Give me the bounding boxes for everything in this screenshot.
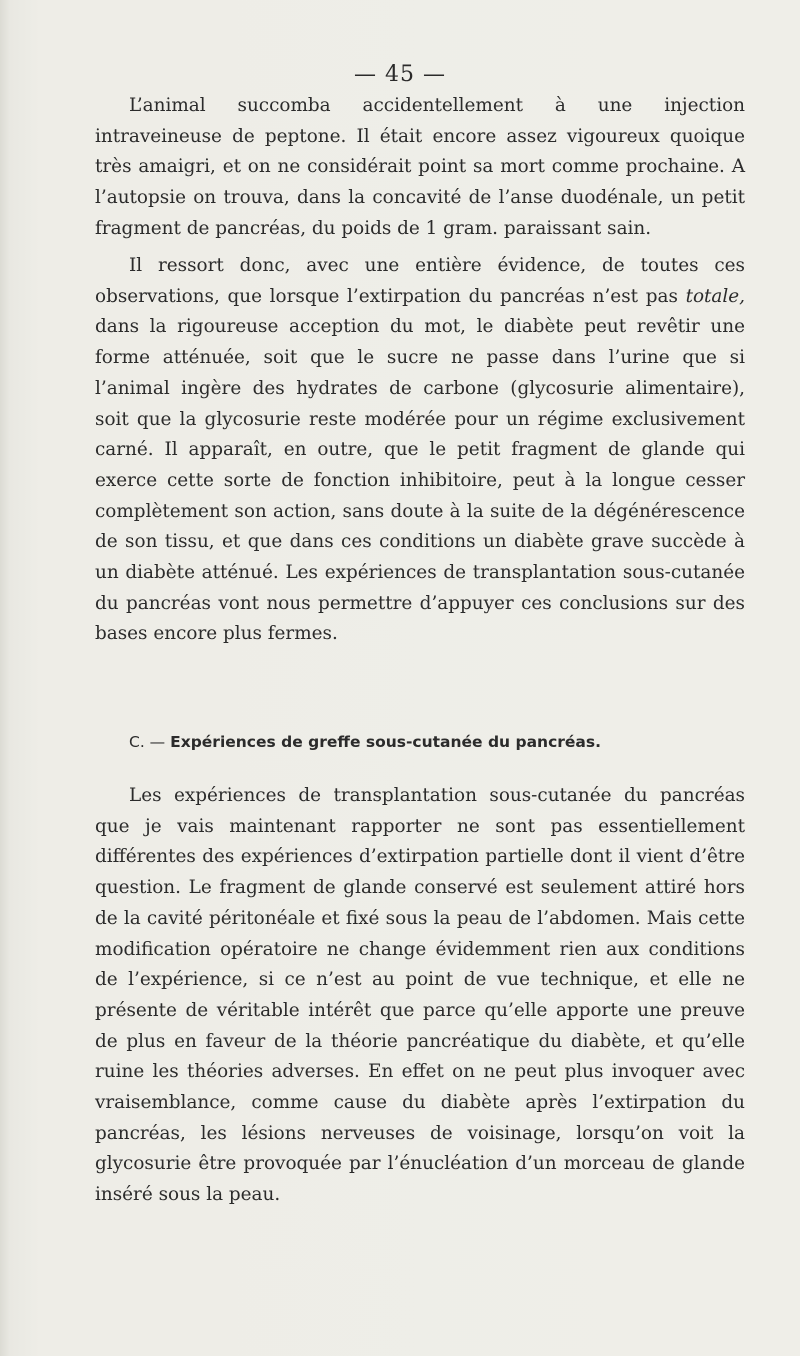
section-title: Expériences de greffe sous-cutanée du pancréas. (170, 733, 601, 751)
page-number: — 45 — (354, 62, 446, 87)
emphasis-totale: totale, (685, 285, 745, 307)
paragraph-autopsy: L’animal succomba accidentellement à une injection intraveineuse de peptone. Il était encore assez vigoureux quoique très amaigri, et on ne considérait point sa mort comme prochaine. A l’autopsie on trouva, dans la concavité de l’anse duodénale, un petit fragment de pancréas, du poids de 1 gram. paraissant sain. (95, 95, 745, 239)
section-heading (95, 733, 745, 751)
section-prefix: C. — (129, 733, 171, 751)
paragraph-conclusions-part-1: Il ressort donc, avec une entière évidence, de toutes ces observations, que lorsque l’extirpation du pancréas n’est pas (95, 255, 745, 307)
paragraph-transplantation: Les expériences de transplantation sous-cutanée du pancréas que je vais maintenant rapporter ne sont pas essentiellement différentes des expériences d’extirpation partielle dont il vient d’être question. Le fragment de glande conservé est seulement attiré hors de la cavité péritonéale et fixé sous la peau de l’abdomen. Mais cette modification opératoire ne change évidemment rien aux conditions de l’expérience, si ce n’est au point de vue technique, et elle ne présente de véritable intérêt que parce qu’elle apporte une preuve de plus en faveur de la théorie pancréatique du diabète, et qu’elle ruine les théories adverses. En effet on ne peut plus invoquer avec vraisemblance, comme cause du diabète après l’extirpation du pancréas, les lésions nerveuses de voisinage, lorsqu’on voit la glycosurie être provoquée par l’énucléation d’un morceau de glande inséré sous la peau. (95, 785, 745, 1206)
paragraph-conclusions (95, 251, 745, 650)
paragraph-conclusions-part-2: dans la rigoureuse acception du mot, le diabète peut revêtir une forme atténuée, soit que le sucre ne passe dans l’urine que si l’animal ingère des hydrates de carbone (glycosurie alimentaire), soit que la glycosurie reste modérée pour un régime exclusivement carné. Il apparaît, en outre, que le petit fragment de glande qui exerce cette sorte de fonction inhibitoire, peut à la longue cesser complètement son action, sans doute à la suite de la dégénérescence de son tissu, et que dans ces conditions un diabète grave succède à un diabète atténué. Les expériences de transplantation sous-cutanée du pancréas vont nous permettre d’appuyer ces conclusions sur des bases encore plus fermes. (95, 316, 745, 645)
